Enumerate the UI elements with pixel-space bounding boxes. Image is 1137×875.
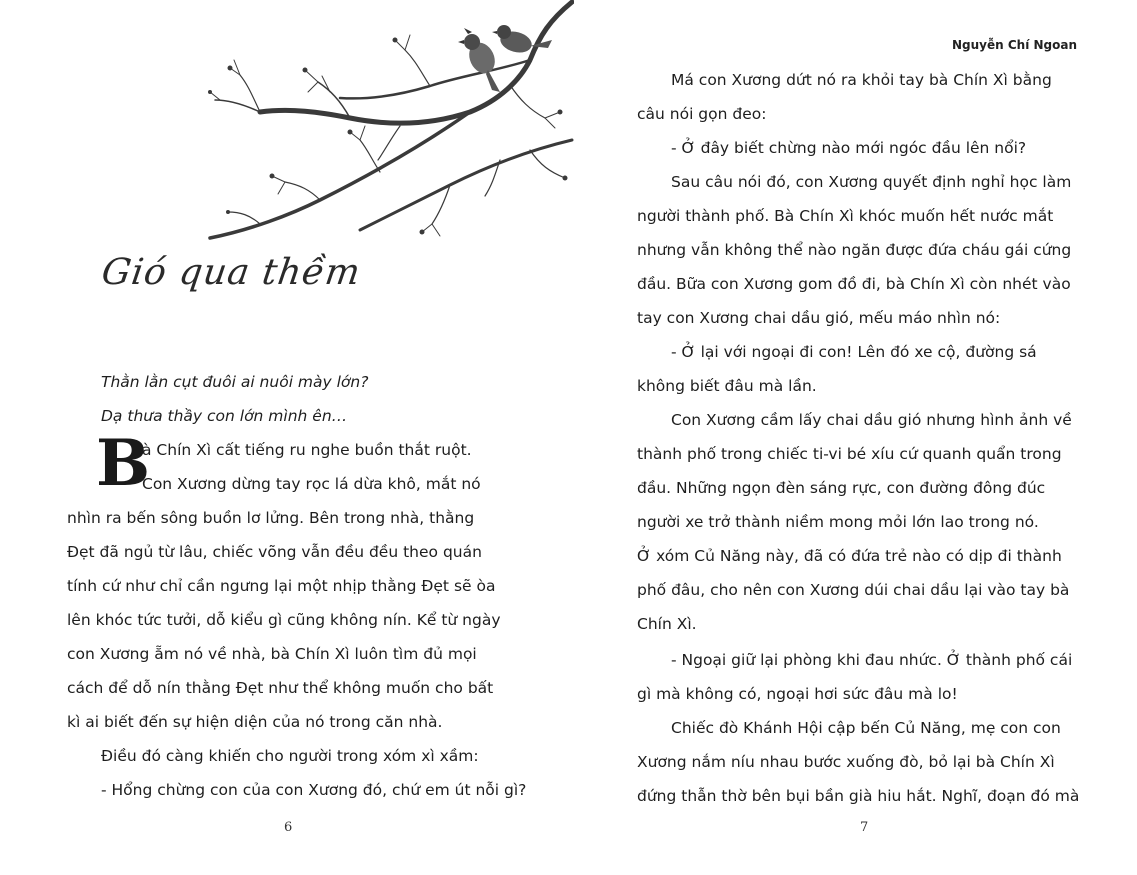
body-line: tính cứ như chỉ cần ngưng lại một nhịp thằng Đẹt sẽ òa <box>67 577 496 595</box>
body-line: nhưng vẫn không thể nào ngăn được đứa cháu gái cứng <box>637 241 1072 259</box>
body-line: người thành phố. Bà Chín Xì khóc muốn hết nước mắt <box>637 207 1054 225</box>
body-line: đầu. Bữa con Xương gom đồ đi, bà Chín Xì còn nhét vào <box>637 275 1071 293</box>
body-line: Con Xương cầm lấy chai dầu gió nhưng hình ảnh về <box>671 411 1072 429</box>
body-line: tay con Xương chai dầu gió, mếu máo nhìn nó: <box>637 309 1001 327</box>
page-number-right: 7 <box>860 820 869 835</box>
body-line: Đẹt đã ngủ từ lâu, chiếc võng vẫn đều đều theo quán <box>67 543 482 561</box>
body-line: Con Xương dừng tay rọc lá dừa khô, mắt nó <box>142 475 481 493</box>
epigraph-line: Dạ thưa thầy con lớn mình ên… <box>101 407 348 425</box>
chapter-title: Gió qua thềm <box>99 252 364 293</box>
body-line: nhìn ra bến sông buồn lơ lửng. Bên trong nhà, thằng <box>67 509 475 527</box>
body-line: kì ai biết đến sự hiện diện của nó trong căn nhà. <box>67 713 443 731</box>
drop-cap: B <box>96 426 151 501</box>
body-line: - Ở đây biết chừng nào mới ngóc đầu lên nổi? <box>671 139 1027 157</box>
body-line: - Ngoại giữ lại phòng khi đau nhức. Ở thành phố cái <box>671 651 1073 669</box>
right-page <box>569 0 1137 875</box>
bird-left-icon <box>458 28 500 92</box>
body-line: gì mà không có, ngoại hơi sức đâu mà lo! <box>637 685 958 703</box>
page-number-left: 6 <box>284 820 293 835</box>
body-line: phố đâu, cho nên con Xương dúi chai dầu lại vào tay bà <box>637 581 1070 599</box>
body-line: Điều đó càng khiến cho người trong xóm xì xầm: <box>101 747 479 765</box>
body-line: Má con Xương dứt nó ra khỏi tay bà Chín Xì bằng <box>671 71 1052 89</box>
body-line: thành phố trong chiếc ti-vi bé xíu cứ quanh quẩn trong <box>637 445 1062 463</box>
body-line: con Xương ẵm nó về nhà, bà Chín Xì luôn tìm đủ mọi <box>67 645 477 663</box>
body-line: Chín Xì. <box>637 615 697 633</box>
epigraph-line: Thằn lằn cụt đuôi ai nuôi mày lớn? <box>101 373 369 391</box>
body-line: đứng thẫn thờ bên bụi bần già hiu hắt. Nghĩ, đoạn đó mà <box>637 787 1080 805</box>
body-line: - Ở lại với ngoại đi con! Lên đó xe cộ, đường sá <box>671 343 1037 361</box>
body-line: câu nói gọn đeo: <box>637 105 767 123</box>
body-line: người xe trở thành niềm mong mỏi lớn lao trong nó. <box>637 513 1039 531</box>
body-line: Chiếc đò Khánh Hội cập bến Củ Năng, mẹ con con <box>671 719 1061 737</box>
body-line: - Hổng chừng con của con Xương đó, chứ em út nỗi gì? <box>101 781 527 799</box>
body-line: à Chín Xì cất tiếng ru nghe buồn thắt ruột. <box>142 441 472 459</box>
body-line: cách để dỗ nín thằng Đẹt như thể không muốn cho bất <box>67 679 494 697</box>
body-line: Ở xóm Củ Năng này, đã có đứa trẻ nào có dịp đi thành <box>637 547 1062 565</box>
body-line: Xương nắm níu nhau bước xuống đò, bỏ lại bà Chín Xì <box>637 753 1055 771</box>
branch-with-birds-illustration <box>200 0 574 250</box>
body-line: không biết đâu mà lần. <box>637 377 817 395</box>
body-line: lên khóc tức tưởi, dỗ kiểu gì cũng không nín. Kể từ ngày <box>67 611 501 629</box>
body-line: Sau câu nói đó, con Xương quyết định nghỉ học làm <box>671 173 1072 191</box>
running-header-author: Nguyễn Chí Ngoan <box>951 38 1077 52</box>
body-line: đầu. Những ngọn đèn sáng rực, con đường đông đúc <box>637 479 1046 497</box>
